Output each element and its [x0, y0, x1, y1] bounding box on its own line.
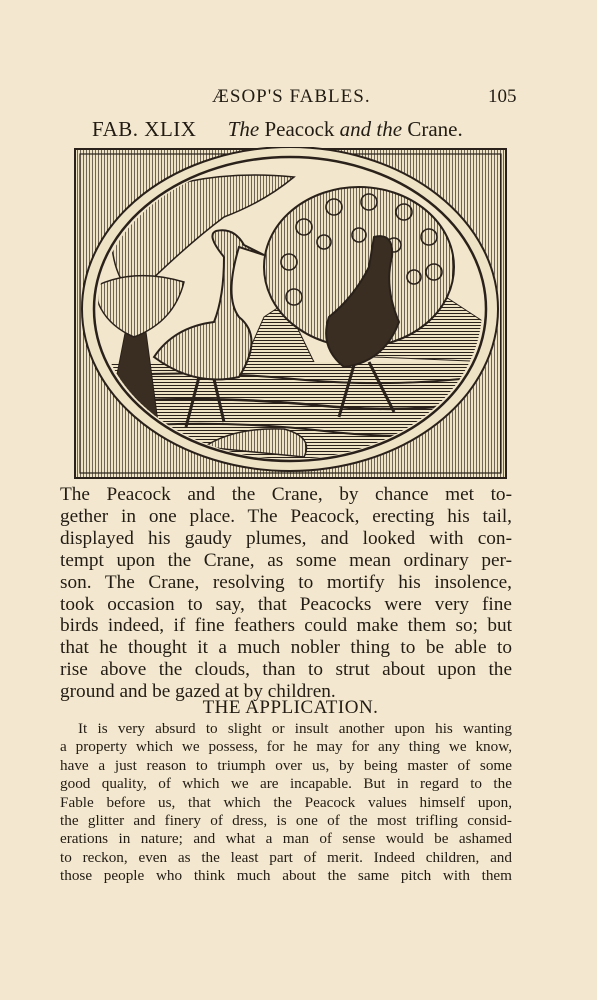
fable-line: ground and be gazed at by children.: [60, 681, 336, 703]
heading-the: The: [227, 117, 260, 141]
application-line: the glitter and finery of dress, is one of the most trifling consid-: [60, 812, 512, 830]
heading-crane: Crane.: [407, 117, 463, 141]
application-line: It is very absurd to slight or insult another upon his wanting: [78, 720, 512, 737]
heading-peacock: Peacock: [264, 117, 335, 141]
fable-line: that he thought it a much nobler thing to be able to: [60, 637, 512, 659]
fable-number: FAB. XLIX: [92, 117, 197, 141]
application-title: [0, 697, 597, 719]
application-line: those people who think much about the same pitch with them: [60, 867, 512, 885]
fable-heading: [92, 117, 463, 142]
fable-line: son. The Crane, resolving to mortify his insolence,: [60, 571, 512, 593]
heading-the-2: the: [376, 117, 403, 141]
running-head: [0, 86, 597, 108]
woodcut-illustration: [74, 147, 507, 480]
fable-line: tempt upon the Crane, as some mean ordinary per-: [60, 549, 512, 571]
fable-line: The Peacock and the Crane, by chance met to-: [60, 484, 512, 505]
application-line: to reckon, even as the least part of merit. Indeed children, and: [60, 848, 512, 866]
application-text: [60, 720, 512, 886]
application-line: erations in nature; and what a man of sense would be ashamed: [60, 830, 512, 848]
application-line: a property which we possess, for he may for any thing we know,: [60, 738, 512, 756]
fable-line: gether in one place. The Peacock, erecting his tail,: [60, 505, 512, 527]
fable-line: took occasion to say, that Peacocks were very fine: [60, 593, 512, 615]
application-line: good quality, of which we are incapable. But in regard to the: [60, 775, 512, 793]
fable-line: displayed his gaudy plumes, and looked with con-: [60, 527, 512, 549]
peacock-crane-woodcut-icon: [74, 147, 507, 480]
fable-line: birds indeed, if fine feathers could make them so; but: [60, 615, 512, 637]
heading-and: and: [339, 117, 372, 141]
application-title-text: THE APPLICATION.: [202, 697, 379, 718]
fable-line: rise above the clouds, than to strut about upon the: [60, 659, 512, 681]
application-line: have a just reason to triumph over us, by being master of some: [60, 756, 512, 774]
running-title: ÆSOP'S FABLES.: [212, 86, 371, 107]
application-line: Fable before us, that which the Peacock values himself upon,: [60, 793, 512, 811]
page-number: 105: [488, 86, 517, 107]
fable-text: [60, 484, 512, 703]
